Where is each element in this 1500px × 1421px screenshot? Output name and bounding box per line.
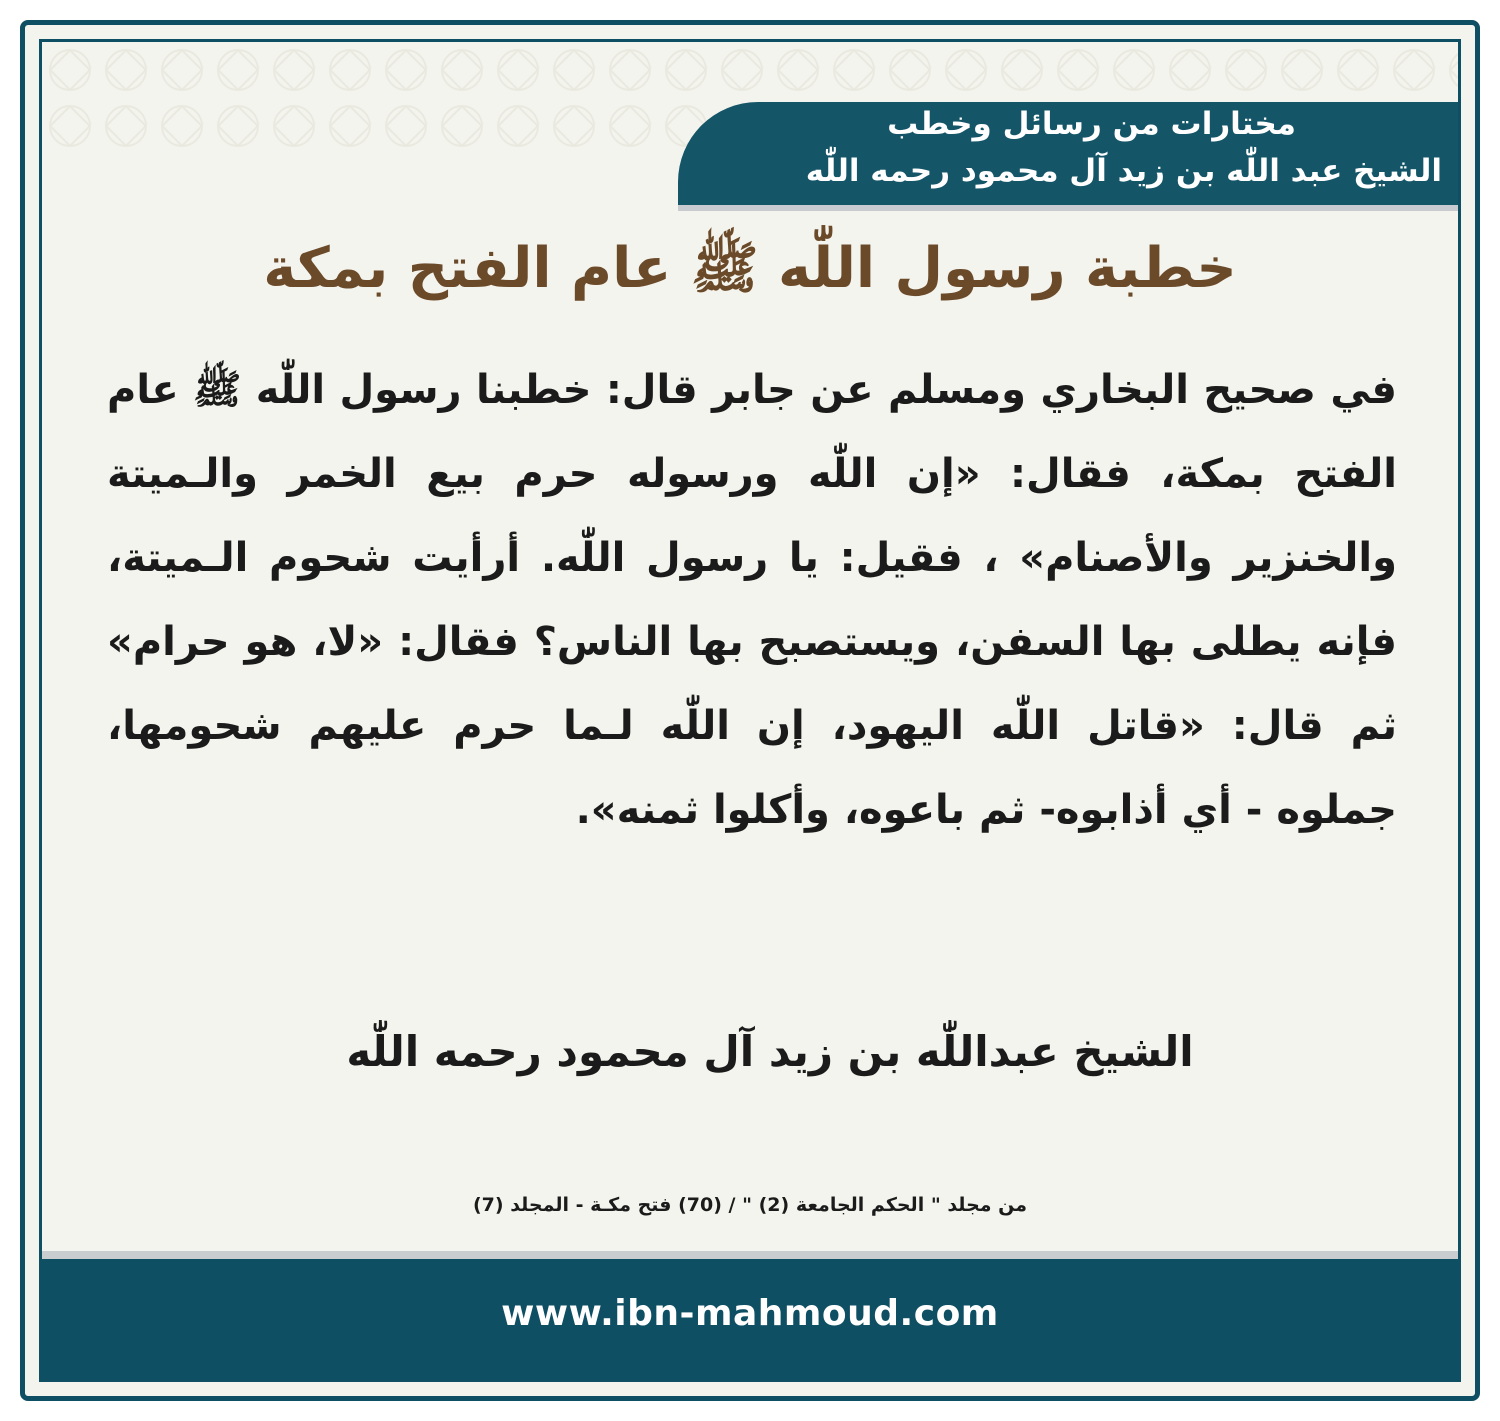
footer-bar xyxy=(42,1259,1458,1379)
page-title: خطبة رسول اللّٰه ﷺ عام الفتح بمكة xyxy=(263,236,1237,301)
header-banner xyxy=(678,102,1458,205)
outer-frame xyxy=(20,20,1480,1401)
header-series-title: مختارات من رسائل وخطب xyxy=(887,106,1296,142)
hadith-text: في صحيح البخاري ومسلم عن جابر قال: خطبنا رسول اللّٰه ﷺ عام الفتح بمكة، فقال: «إن اللّٰه ورسوله حرم بيع الخمر والـميتة والخنزير والأصنام» ، فقيل: يا رسول اللّٰه. أرأيت شحوم الـميتة، فإنه يطلى بها السفن، ويستصبح بها الناس؟ فقال: «لا، هو حرام» ثم قال: «قاتل اللّٰه اليهود، إن اللّٰه لـما حرم عليهم شحومها، جملوه - أي أذابوه- ثم باعوه، وأكلوا ثمنه». xyxy=(107,367,1397,833)
website-link[interactable]: www.ibn-mahmoud.com xyxy=(501,1293,999,1334)
header-author: الشيخ عبد اللّٰه بن زيد آل محمود رحمه اللّٰه xyxy=(805,153,1442,189)
author-signature: الشيخ عبداللّٰه بن زيد آل محمود رحمه اللّٰه xyxy=(346,1027,1194,1076)
card xyxy=(39,39,1461,1382)
source-citation: من مجلد " الحكم الجامعة (2) " / (70) فتح مكـة - المجلد (7) xyxy=(472,1194,1027,1216)
